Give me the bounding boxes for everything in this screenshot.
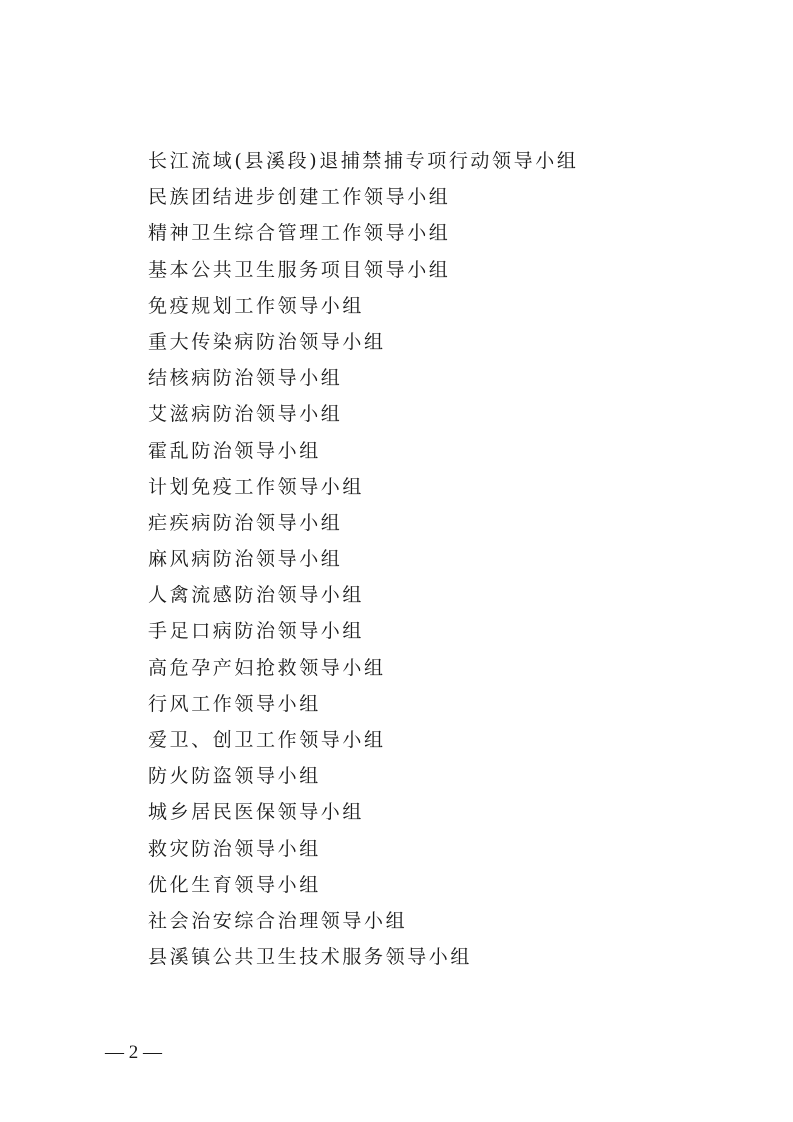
list-item: 免疫规划工作领导小组 xyxy=(148,294,365,317)
list-item: 城乡居民医保领导小组 xyxy=(148,801,365,824)
list-item: 优化生育领导小组 xyxy=(148,873,321,896)
committee-list xyxy=(148,143,578,975)
list-item: 精神卫生综合管理工作领导小组 xyxy=(148,222,451,245)
list-item: 长江流域(县溪段)退捕禁捕专项行动领导小组 xyxy=(148,150,579,172)
list-item: 艾滋病防治领导小组 xyxy=(148,403,343,426)
list-item: 防火防盗领导小组 xyxy=(148,765,321,788)
list-item: 麻风病防治领导小组 xyxy=(148,548,343,571)
list-item: 行风工作领导小组 xyxy=(148,692,321,715)
list-item: 手足口病防治领导小组 xyxy=(148,620,365,643)
list-item: 重大传染病防治领导小组 xyxy=(148,330,386,353)
page-number: — 2 — xyxy=(105,1042,162,1063)
list-item: 县溪镇公共卫生技术服务领导小组 xyxy=(148,946,473,969)
list-item: 疟疾病防治领导小组 xyxy=(148,511,343,534)
list-item: 民族团结进步创建工作领导小组 xyxy=(148,186,451,209)
list-item: 人禽流感防治领导小组 xyxy=(148,584,365,607)
list-item: 高危孕产妇抢救领导小组 xyxy=(148,656,386,679)
list-item: 社会治安综合治理领导小组 xyxy=(148,909,408,932)
list-item: 爱卫、创卫工作领导小组 xyxy=(148,729,386,751)
list-item: 霍乱防治领导小组 xyxy=(148,439,321,462)
list-item: 计划免疫工作领导小组 xyxy=(148,475,365,498)
list-item: 救灾防治领导小组 xyxy=(148,837,321,860)
list-item: 结核病防治领导小组 xyxy=(148,367,343,390)
list-item: 基本公共卫生服务项目领导小组 xyxy=(148,258,451,281)
